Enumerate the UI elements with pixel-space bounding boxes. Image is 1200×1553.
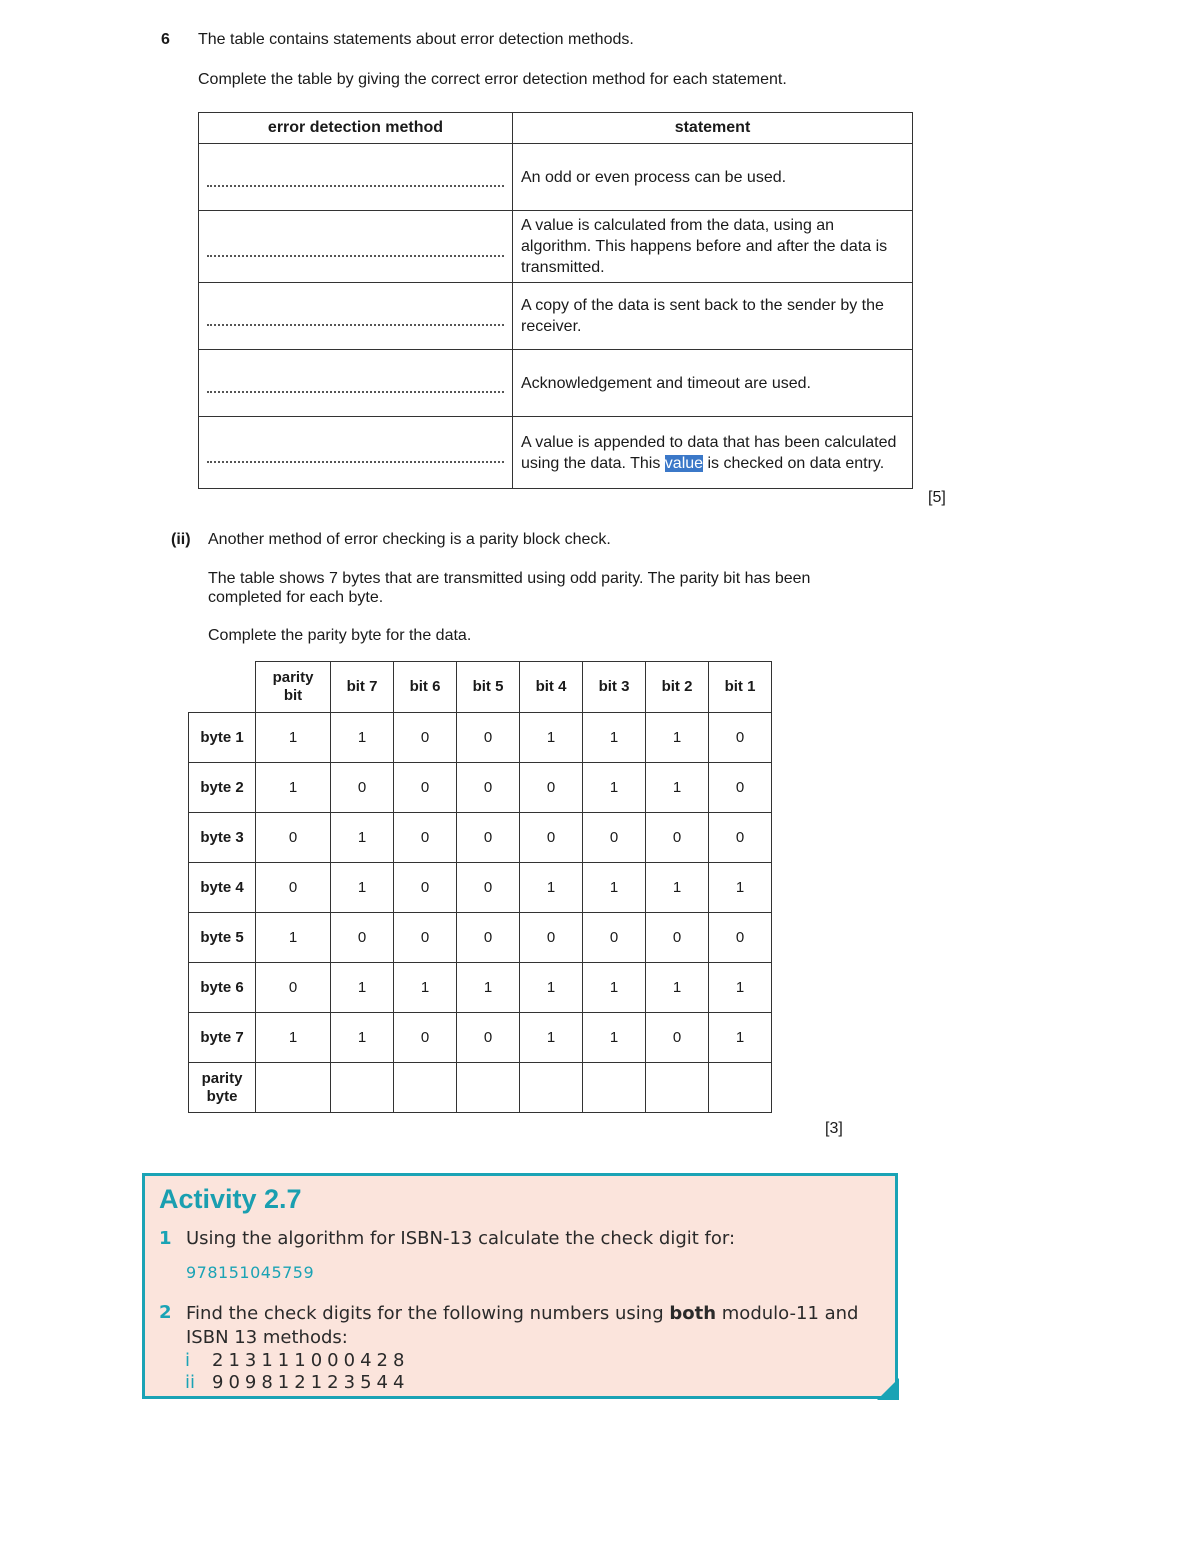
bit-cell: 0 <box>394 763 457 813</box>
table-row <box>189 1013 772 1063</box>
bit-cell: 0 <box>394 913 457 963</box>
table-row <box>189 913 772 963</box>
statement-cell: A value is calculated from the data, using an algorithm. This happens before and after the data is transmitted. <box>513 211 913 283</box>
bit-cell: 1 <box>583 763 646 813</box>
bit-cell: 1 <box>331 863 394 913</box>
bit-cell: 1 <box>520 863 583 913</box>
table-row <box>189 813 772 863</box>
bit-cell: 1 <box>709 1013 772 1063</box>
bit-cell: 0 <box>646 913 709 963</box>
bit-cell: 0 <box>520 763 583 813</box>
table-row <box>189 863 772 913</box>
bit-cell: 1 <box>331 813 394 863</box>
bit-cell: 1 <box>520 1013 583 1063</box>
bit-cell: 1 <box>331 1013 394 1063</box>
bit-cell: 0 <box>331 913 394 963</box>
statement-cell: A copy of the data is sent back to the sender by the receiver. <box>513 283 913 350</box>
parity-header-row <box>189 662 772 713</box>
row-label: byte 3 <box>189 813 256 863</box>
row-label: byte 2 <box>189 763 256 813</box>
bit-cell: 0 <box>457 1013 520 1063</box>
bit-cell: 0 <box>583 813 646 863</box>
bit-cell: 0 <box>709 713 772 763</box>
bit-cell: 0 <box>457 713 520 763</box>
parity-answer-cell[interactable] <box>646 1063 709 1113</box>
activity-title: Activity 2.7 <box>159 1184 302 1214</box>
parity-answer-cell[interactable] <box>520 1063 583 1113</box>
bit-cell: 1 <box>256 913 331 963</box>
bit-cell: 1 <box>457 963 520 1013</box>
question-intro: The table contains statements about error detection methods. <box>198 31 634 48</box>
bit-cell: 0 <box>709 813 772 863</box>
column-header: bit 2 <box>646 662 709 713</box>
bit-cell: 1 <box>646 963 709 1013</box>
marks-label: [5] <box>928 489 946 506</box>
bit-cell: 0 <box>331 763 394 813</box>
item-number: ii <box>185 1372 196 1393</box>
bit-cell: 1 <box>331 713 394 763</box>
question-number: 6 <box>161 31 170 48</box>
bit-cell: 0 <box>646 813 709 863</box>
corner-cell <box>189 662 256 713</box>
bit-cell: 0 <box>520 913 583 963</box>
table-row <box>189 1063 772 1113</box>
item-value: 909812123544 <box>212 1372 410 1393</box>
column-header: bit 7 <box>331 662 394 713</box>
bit-cell: 0 <box>457 763 520 813</box>
bit-cell: 0 <box>520 813 583 863</box>
parity-answer-cell[interactable] <box>709 1063 772 1113</box>
marks-label: [3] <box>825 1120 843 1137</box>
bit-cell: 0 <box>457 863 520 913</box>
bit-cell: 0 <box>256 863 331 913</box>
bit-cell: 1 <box>520 963 583 1013</box>
column-header: bit 1 <box>709 662 772 713</box>
bit-cell: 1 <box>331 963 394 1013</box>
question-number: 1 <box>159 1228 172 1249</box>
column-header: bit 3 <box>583 662 646 713</box>
bit-cell: 0 <box>709 913 772 963</box>
row-label: byte 7 <box>189 1013 256 1063</box>
bit-cell: 1 <box>256 763 331 813</box>
item-number: i <box>185 1350 191 1371</box>
parity-answer-cell[interactable] <box>583 1063 646 1113</box>
bit-cell: 0 <box>394 1013 457 1063</box>
bit-cell: 0 <box>256 813 331 863</box>
bit-cell: 1 <box>646 763 709 813</box>
method-answer-field[interactable] <box>199 350 513 417</box>
column-header: parity bit <box>256 662 331 713</box>
method-answer-field[interactable] <box>199 211 513 283</box>
part-description: The table shows 7 bytes that are transmitted using odd parity. The parity bit has been completed for each byte. <box>208 570 811 606</box>
table-row <box>199 417 913 489</box>
statement-cell: An odd or even process can be used. <box>513 144 913 211</box>
column-header-statement: statement <box>513 113 913 144</box>
bit-cell: 1 <box>256 1013 331 1063</box>
bit-cell: 1 <box>256 713 331 763</box>
bit-cell: 0 <box>457 813 520 863</box>
bit-cell: 1 <box>520 713 583 763</box>
table-row <box>199 211 913 283</box>
row-label: byte 4 <box>189 863 256 913</box>
question-text: Find the check digits for the following numbers using both modulo-11 and ISBN 13 methods: <box>186 1303 859 1348</box>
part-label: (ii) <box>171 531 191 548</box>
question-instruction: Complete the table by giving the correct error detection method for each statement. <box>198 71 787 88</box>
table-header-row <box>199 113 913 144</box>
item-value: 213111000428 <box>212 1350 410 1371</box>
bit-cell: 0 <box>646 1013 709 1063</box>
bit-cell: 1 <box>646 863 709 913</box>
statement-cell: A value is appended to data that has been calculated using the data. This value is checked on data entry. <box>513 417 913 489</box>
question-text: Using the algorithm for ISBN-13 calculate the check digit for: <box>186 1228 736 1249</box>
table-row <box>189 963 772 1013</box>
part-instruction: Complete the parity byte for the data. <box>208 627 472 644</box>
bit-cell: 0 <box>394 863 457 913</box>
table-row <box>199 283 913 350</box>
statement-cell: Acknowledgement and timeout are used. <box>513 350 913 417</box>
bit-cell: 0 <box>394 813 457 863</box>
parity-answer-cell[interactable] <box>331 1063 394 1113</box>
column-header-method: error detection method <box>199 113 513 144</box>
parity-answer-cell[interactable] <box>457 1063 520 1113</box>
bit-cell: 0 <box>256 963 331 1013</box>
table-row <box>189 713 772 763</box>
bit-cell: 0 <box>457 913 520 963</box>
bit-cell: 1 <box>646 713 709 763</box>
table-row <box>189 763 772 813</box>
row-label: parity byte <box>189 1063 256 1113</box>
bit-cell: 1 <box>709 963 772 1013</box>
method-answer-field[interactable] <box>199 283 513 350</box>
parity-answer-cell[interactable] <box>394 1063 457 1113</box>
method-answer-field[interactable] <box>199 417 513 489</box>
method-answer-field[interactable] <box>199 144 513 211</box>
bit-cell: 1 <box>583 1013 646 1063</box>
corner-decoration <box>877 1378 899 1400</box>
bit-cell: 0 <box>394 713 457 763</box>
row-label: byte 5 <box>189 913 256 963</box>
column-header: bit 6 <box>394 662 457 713</box>
bit-cell: 1 <box>583 863 646 913</box>
highlighted-word: value <box>664 454 704 472</box>
error-detection-table <box>198 112 913 489</box>
activity-box <box>142 1173 898 1399</box>
column-header: bit 4 <box>520 662 583 713</box>
bit-cell: 0 <box>709 763 772 813</box>
table-row <box>199 144 913 211</box>
part-intro: Another method of error checking is a parity block check. <box>208 531 611 548</box>
bit-cell: 0 <box>583 913 646 963</box>
table-row <box>199 350 913 417</box>
row-label: byte 1 <box>189 713 256 763</box>
bit-cell: 1 <box>709 863 772 913</box>
bit-cell: 1 <box>583 713 646 763</box>
parity-answer-cell[interactable] <box>256 1063 331 1113</box>
question-number: 2 <box>159 1302 172 1323</box>
isbn-value: 978151045759 <box>186 1263 315 1282</box>
row-label: byte 6 <box>189 963 256 1013</box>
bit-cell: 1 <box>394 963 457 1013</box>
parity-table <box>188 661 772 1113</box>
column-header: bit 5 <box>457 662 520 713</box>
bit-cell: 1 <box>583 963 646 1013</box>
